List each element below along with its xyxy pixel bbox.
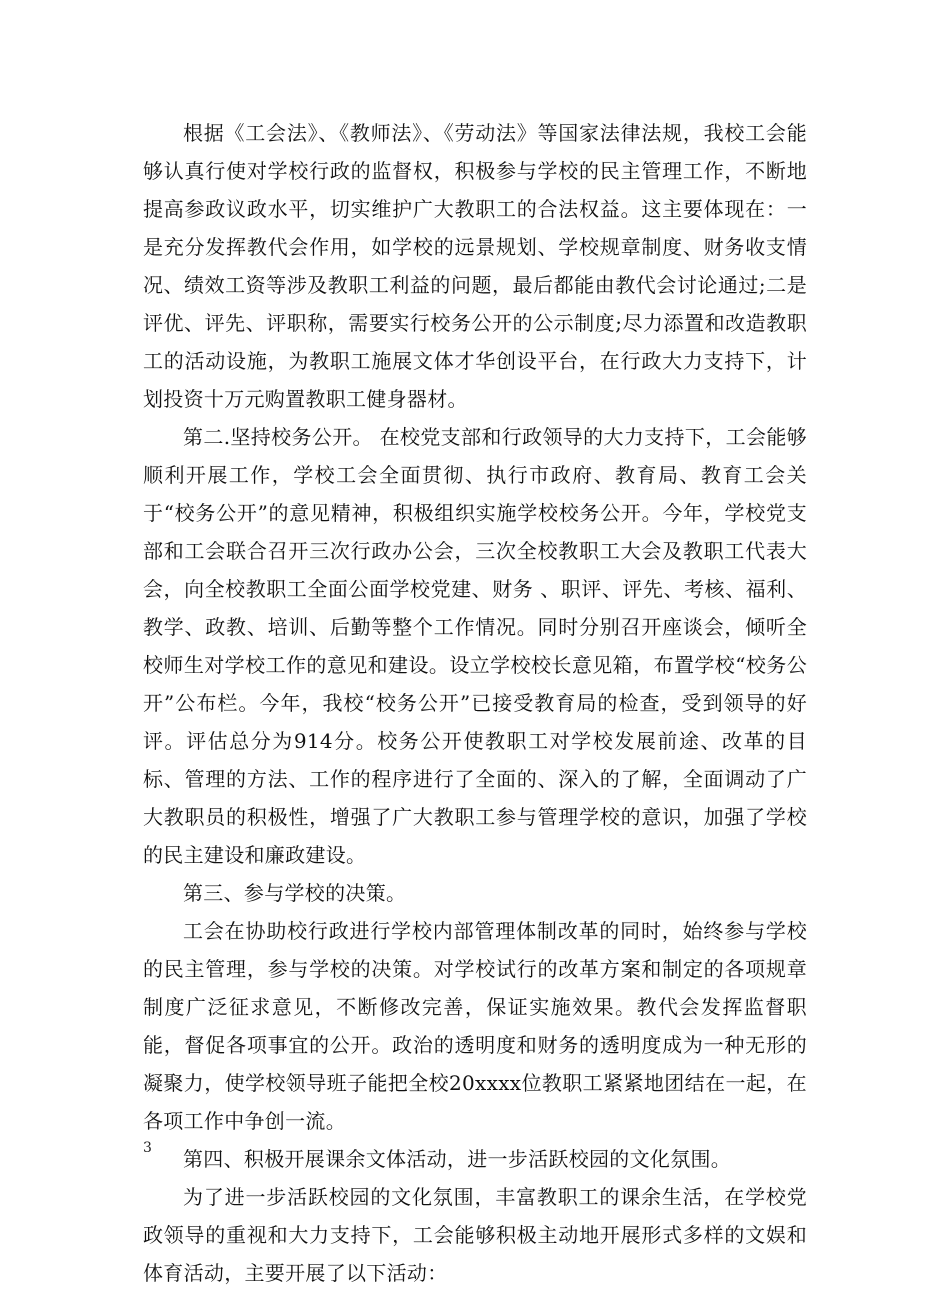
page-number: 3 (143, 1140, 152, 1156)
heading-decision-participation: 第三、参与学校的决策。 (183, 881, 407, 905)
paragraph-union-rights: 根据《工会法》、《教师法》、《劳动法》等国家法律法规，我校工会能够认真行使对学校行政的监督权，积极参与学校的民主管理工作，不断地提高参政议政水平，切实维护广大教职工的合法权益。这主要体现在：一是充分发挥教代会作用，如学校的远景规划、学校规章制度、财务收支情况、绩效工资等涉及教职工利益的问题，最后都能由教代会讨论通过;二是评优、评先、评职称，需要实行校务公开的公示制度;尽力添置和改造教职工的活动设施，为教职工施展文体才华创设平台，在行政大力支持下，计划投资十万元购置教职工健身器材。 (143, 121, 807, 411)
paragraph-decision-participation: 工会在协助校行政进行学校内部管理体制改革的同时，始终参与学校的民主管理，参与学校的决策。对学校试行的改革方案和制定的各项规章制度广泛征求意见，不断修改完善，保证实施效果。教代会发挥监督职能，督促各项事宜的公开。政治的透明度和财务的透明度成为一种无形的凝聚力，使学校领导班子能把全校20xxxx位教职工紧紧地团结在一起，在各项工作中争创一流。 (143, 919, 807, 1133)
paragraph-school-affairs-openness: 第二.坚持校务公开。 在校党支部和行政领导的大力支持下，工会能够顺利开展工作，学校工会全面贯彻、执行市政府、教育局、教育工会关于“校务公开”的意见精神，积极组织实施学校校务公开。今年，学校党支部和工会联合召开三次行政办公会，三次全校教职工大会及教职工代表大会，向全校教职工全面公面学校党建、财务 、职评、评先、考核、福利、教学、政教、培训、后勤等整个工作情况。同时分别召开座谈会，倾听全校师生对学校工作的意见和建设。设立学校校长意见箱，布置学校“校务公开”公布栏。今年，我校“校务公开”已接受教育局的检查，受到领导的好评。评估总分为914分。校务公开使教职工对学校发展前途、改革的目标、管理的方法、工作的程序进行了全面的、深入的了解，全面调动了广大教职员的积极性，增强了广大教职工参与管理学校的意识，加强了学校的民主建设和廉政建设。 (143, 425, 807, 867)
paragraph-cultural-activities: 为了进一步活跃校园的文化氛围，丰富教职工的课余生活，在学校党政领导的重视和大力支持下，工会能够积极主动地开展形式多样的文娱和体育活动，主要开展了以下活动： (143, 1185, 807, 1285)
document-body (143, 114, 807, 1292)
heading-cultural-activities: 第四、积极开展课余文体活动，进一步活跃校园的文化氛围。 (183, 1147, 732, 1171)
